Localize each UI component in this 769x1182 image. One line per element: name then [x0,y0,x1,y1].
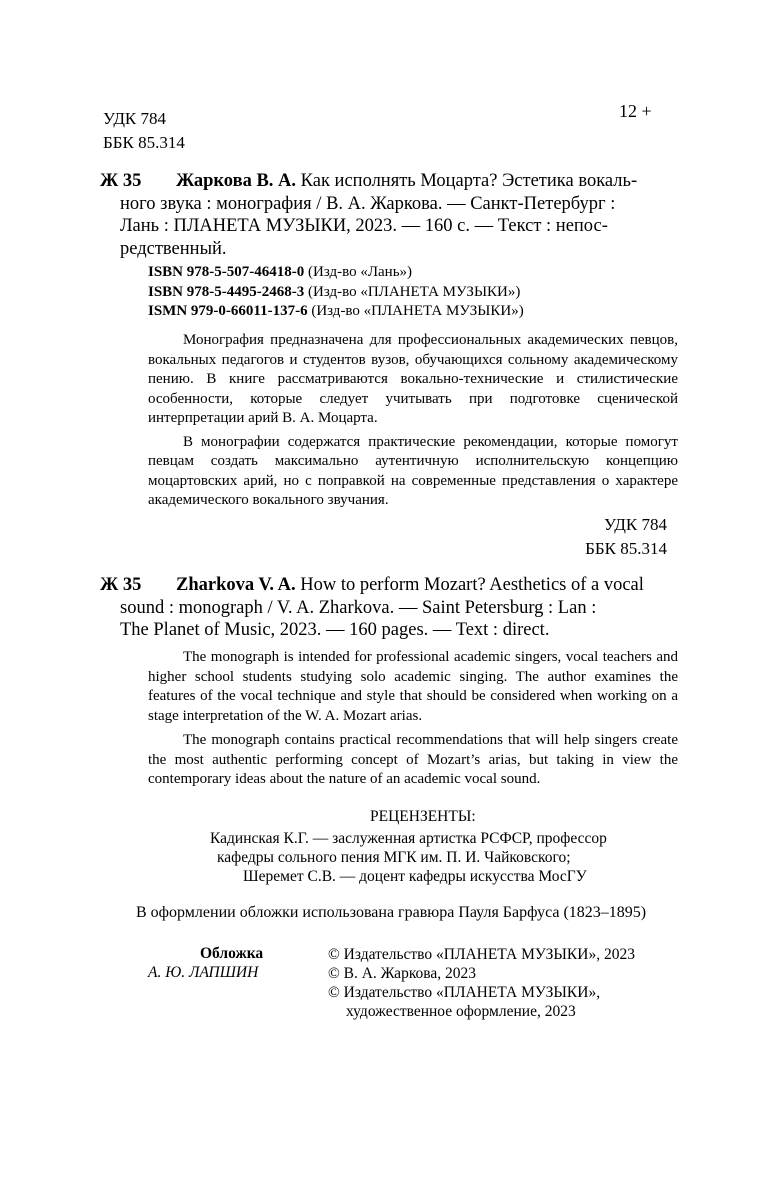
isbn-publisher: (Изд-во «ПЛАНЕТА МУЗЫКИ») [311,303,524,319]
entry-line: The Planet of Music, 2023. — 160 pages. — Text : direct. [120,620,550,640]
reviewer-1-line2: кафедры сольного пения МГК им. П. И. Чайковского; [217,849,571,866]
header-index [103,107,185,155]
isbn-item [148,302,524,322]
annotation-paragraph: В монографии содержатся практические рекомендации, которые помогут певцам создать максимально аутентичную исполнительскую концепцию моцартовских арий, но с поправкой на современные представления о характере академического вокального звучания. [148,433,678,508]
cover-engraving-note: В оформлении обложки использована гравюра Пауля Барфуса (1823–1895) [136,904,647,921]
udk-code: УДК 784 [603,515,667,534]
copyright-publisher: © Издательство «ПЛАНЕТА МУЗЫКИ», 2023 [328,946,635,963]
annotation-paragraph: The monograph is intended for professional academic singers, vocal teachers and higher school students studying solo academic singing. The author examines the features of the vocal technique and style that should be considered when working on a stage interpretation of the W. A. Mozart arias. [148,649,678,724]
annotation-paragraph: Монография предназначена для профессиональных академических певцов, вокальных педагогов и студентов вузов, обучающихся сольному академическому пению. В книге рассматриваются вокально-технические и стилистические особенности, которые следует учитывать при подготовке сценической интерпретации арий В. А. Моцарта. [148,332,678,426]
en-annotation [148,648,678,790]
isbn-item [148,283,524,303]
ismn-number: ISMN 979-0-66011-137-6 [148,303,308,319]
entry-line: ного звука : монография / В. А. Жаркова. — Санкт-Петербург : [120,193,616,214]
title-line: How to perform Mozart? Aesthetics of a vocal [300,575,644,595]
isbn-publisher: (Изд-во «ПЛАНЕТА МУЗЫКИ») [308,283,521,300]
right-index [585,513,667,561]
author-name: Жаркова В. А. [176,171,297,191]
ru-annotation [148,331,678,511]
copyright-design: © Издательство «ПЛАНЕТА МУЗЫКИ», [328,984,601,1001]
ru-bibliographic-entry [100,170,666,260]
reviewer-2: Шеремет С.В. — доцент кафедры искусства МосГУ [243,868,587,885]
copyright-author: © В. А. Жаркова, 2023 [328,965,477,982]
cover-label: Обложка [200,945,264,962]
udk-code: УДК 784 [103,109,167,128]
title-line: Как исполнять Моцарта? Эстетика вокаль- [300,171,638,191]
age-rating: 12 + [619,101,652,121]
author-sign: Ж 35 [100,171,142,191]
isbn-item [148,263,524,283]
annotation-paragraph: The monograph contains practical recommendations that will help singers create the most authentic performing concept of Mozart’s arias, but taking in view the contemporary ideas about the nature of an academic vocal sound. [148,732,678,787]
entry-line: Лань : ПЛАНЕТА МУЗЫКИ, 2023. — 160 с. — Текст : непос- [120,216,608,236]
reviewers-title: РЕЦЕНЗЕНТЫ: [370,808,476,825]
en-bibliographic-entry [100,574,666,642]
entry-line: редственный. [120,238,227,259]
cover-designer: А. Ю. ЛАПШИН [148,964,259,981]
author-name: Zharkova V. A. [176,575,296,595]
author-sign: Ж 35 [100,575,142,595]
isbn-list [148,263,524,322]
copyright-design-line2: художественное оформление, 2023 [346,1003,576,1020]
entry-line: sound : monograph / V. A. Zharkova. — Saint Petersburg : Lan : [120,597,597,618]
isbn-number: ISBN 978-5-4495-2468-3 [148,283,305,300]
reviewer-1-line1: Кадинская К.Г. — заслуженная артистка РСФСР, профессор [210,830,607,847]
isbn-number: ISBN 978-5-507-46418-0 [148,264,305,280]
bbk-code: ББК 85.314 [103,133,185,152]
bbk-code: ББК 85.314 [585,539,667,558]
isbn-publisher: (Изд-во «Лань») [308,264,413,280]
